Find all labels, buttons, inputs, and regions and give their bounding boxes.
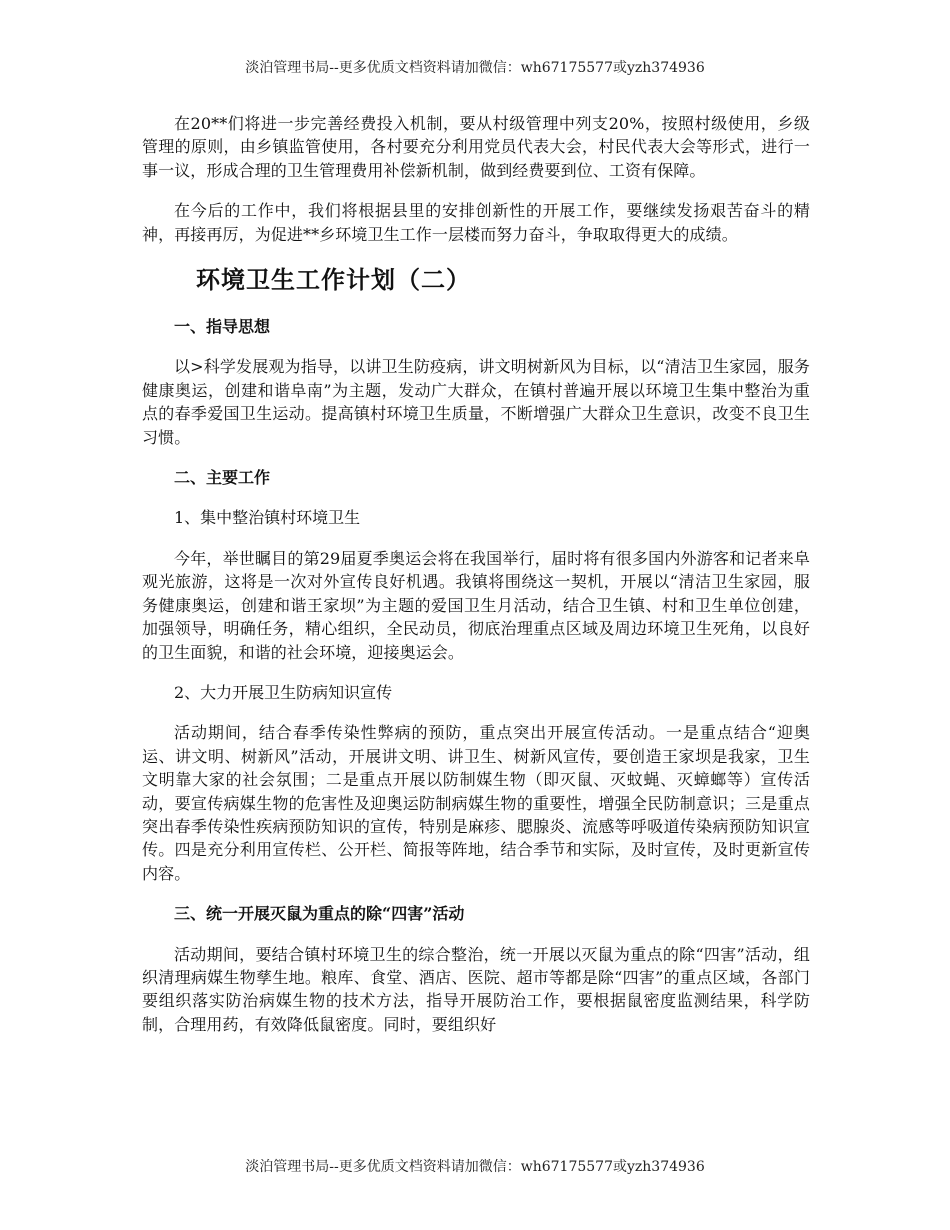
paragraph-guiding-ideology: 以>科学发展观为指导，以讲卫生防疫病，讲文明树新风为目标，以“清洁卫生家园，服务健康奥运，创建和谐阜南”为主题，发动广大群众，在镇村普遍开展以环境卫生集中整治为重点的春季爱国卫生运动。提高镇村环境卫生质量，不断增强广大群众卫生意识，改变不良卫生习惯。 [142, 357, 810, 447]
paragraph-environment-cleanup: 今年，举世瞩目的第29届夏季奥运会将在我国举行，届时将有很多国内外游客和记者来阜观光旅游，这将是一次对外宣传良好机遇。我镇将围绕这一契机，开展以“清洁卫生家园，服务健康奥运，创建和谐王家坝”为主题的爱国卫生月活动，结合卫生镇、村和卫生单位创建，加强领导，明确任务，精心组织，全民动员，彻底治理重点区域及周边环境卫生死角，以良好的卫生面貌，和谐的社会环境，迎接奥运会。 [142, 548, 810, 662]
page-header: 淡泊管理书局--更多优质文档资料请加微信：wh67175577或yzh374936 [245, 60, 705, 76]
section-heading-guiding-ideology: 一、指导思想 [174, 317, 271, 337]
document-body [142, 112, 810, 1053]
paragraph-funding: 在20**们将进一步完善经费投入机制，要从村级管理中列支20%，按照村级使用，乡级管理的原则，由乡镇监管使用，各村要充分利用党员代表大会，村民代表大会等形式，进行一事一议，形成合理的卫生管理费用补偿新机制，做到经费要到位、工资有保障。 [142, 114, 810, 180]
paragraph-four-pests: 活动期间，要结合镇村环境卫生的综合整治，统一开展以灭鼠为重点的除“四害”活动，组织清理病媒生物孳生地。粮库、食堂、酒店、医院、超市等都是除“四害”的重点区域，各部门要组织落实防治病媒生物的技术方法，指导开展防治工作，要根据鼠密度监测结果，科学防制，合理用药，有效降低鼠密度。同时，要组织好 [142, 944, 810, 1034]
paragraph-health-publicity: 活动期间，结合春季传染性弊病的预防，重点突出开展宣传活动。一是重点结合“迎奥运、讲文明、树新风”活动，开展讲文明、讲卫生、树新风宣传，要创造王家坝是我家，卫生文明靠大家的社会氛围；二是重点开展以防制媒生物（即灭鼠、灭蚊蝇、灭蟑螂等）宣传活动，要宣传病媒生物的危害性及迎奥运防制病媒生物的重要性，增强全民防制意识；三是重点突出春季传染性疾病预防知识的宣传，特别是麻疹、腮腺炎、流感等呼吸道传染病预防知识宣传。四是充分利用宣传栏、公开栏、简报等阵地，结合季节和实际，及时宣传，及时更新宣传内容。 [142, 723, 810, 883]
subheading-health-publicity: 2、大力开展卫生防病知识宣传 [174, 682, 393, 702]
section-heading-four-pests: 三、统一开展灭鼠为重点的除“四害”活动 [174, 904, 465, 924]
paragraph-future-work: 在今后的工作中，我们将根据县里的安排创新性的开展工作，要继续发扬艰苦奋斗的精神，再接再厉，为促进**乡环境卫生工作一层楼而努力奋斗，争取取得更大的成绩。 [142, 201, 810, 244]
document-title: 环境卫生工作计划（二） [196, 265, 471, 295]
page-footer: 淡泊管理书局--更多优质文档资料请加微信：wh67175577或yzh374936 [245, 1159, 705, 1175]
section-heading-main-work: 二、主要工作 [174, 468, 271, 488]
subheading-environment-cleanup: 1、集中整治镇村环境卫生 [174, 508, 361, 528]
